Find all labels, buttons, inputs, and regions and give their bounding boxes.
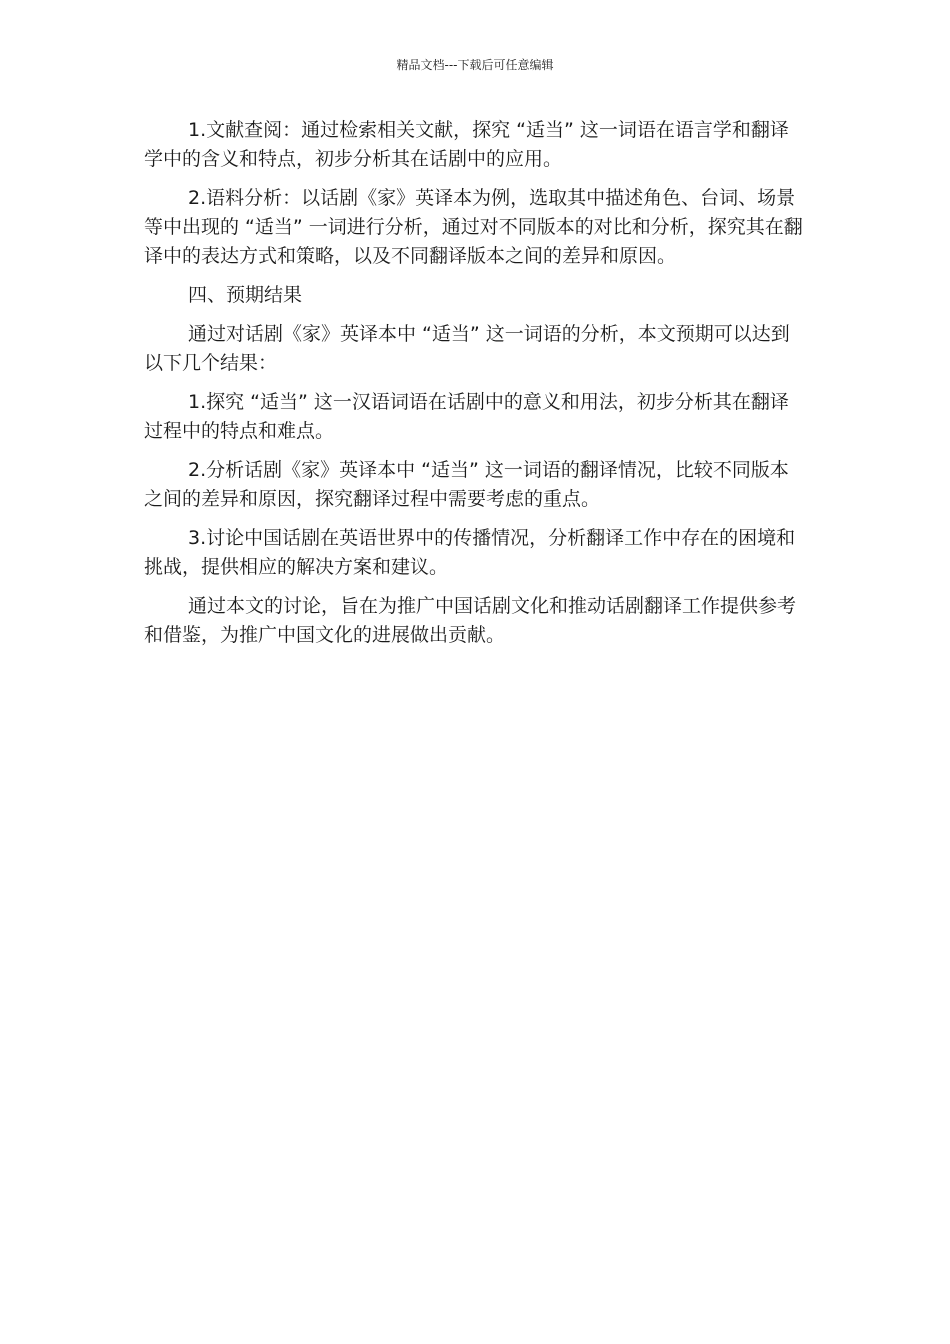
- paragraph-literature-review: 1.文献查阅：通过检索相关文献，探究 “适当” 这一词语在语言学和翻译学中的含义和特点，初步分析其在话剧中的应用。: [144, 119, 789, 170]
- page-header: 精品文档---下载后可任意编辑: [396, 58, 554, 72]
- paragraph-result-3: 3.讨论中国话剧在英语世界中的传播情况，分析翻译工作中存在的困境和挑战，提供相应的解决方案和建议。: [144, 527, 796, 578]
- paragraph-result-2: 2.分析话剧《家》英译本中 “适当” 这一词语的翻译情况，比较不同版本之间的差异和原因，探究翻译过程中需要考虑的重点。: [144, 459, 789, 510]
- paragraph-result-1: 1.探究 “适当” 这一汉语词语在话剧中的意义和用法，初步分析其在翻译过程中的特点和难点。: [144, 391, 789, 442]
- paragraph-conclusion: 通过本文的讨论，旨在为推广中国话剧文化和推动话剧翻译工作提供参考和借鉴，为推广中国文化的进展做出贡献。: [144, 595, 797, 646]
- section-heading-expected-results: 四、预期结果: [188, 284, 303, 306]
- paragraph-results-intro: 通过对话剧《家》英译本中 “适当” 这一词语的分析，本文预期可以达到以下几个结果：: [144, 323, 790, 374]
- paragraph-corpus-analysis: 2.语料分析：以话剧《家》英译本为例，选取其中描述角色、台词、场景等中出现的 “适当” 一词进行分析，通过对不同版本的对比和分析，探究其在翻译中的表达方式和策略，以及不同翻译版本之间的差异和原因。: [144, 187, 803, 267]
- document-body: [144, 116, 806, 660]
